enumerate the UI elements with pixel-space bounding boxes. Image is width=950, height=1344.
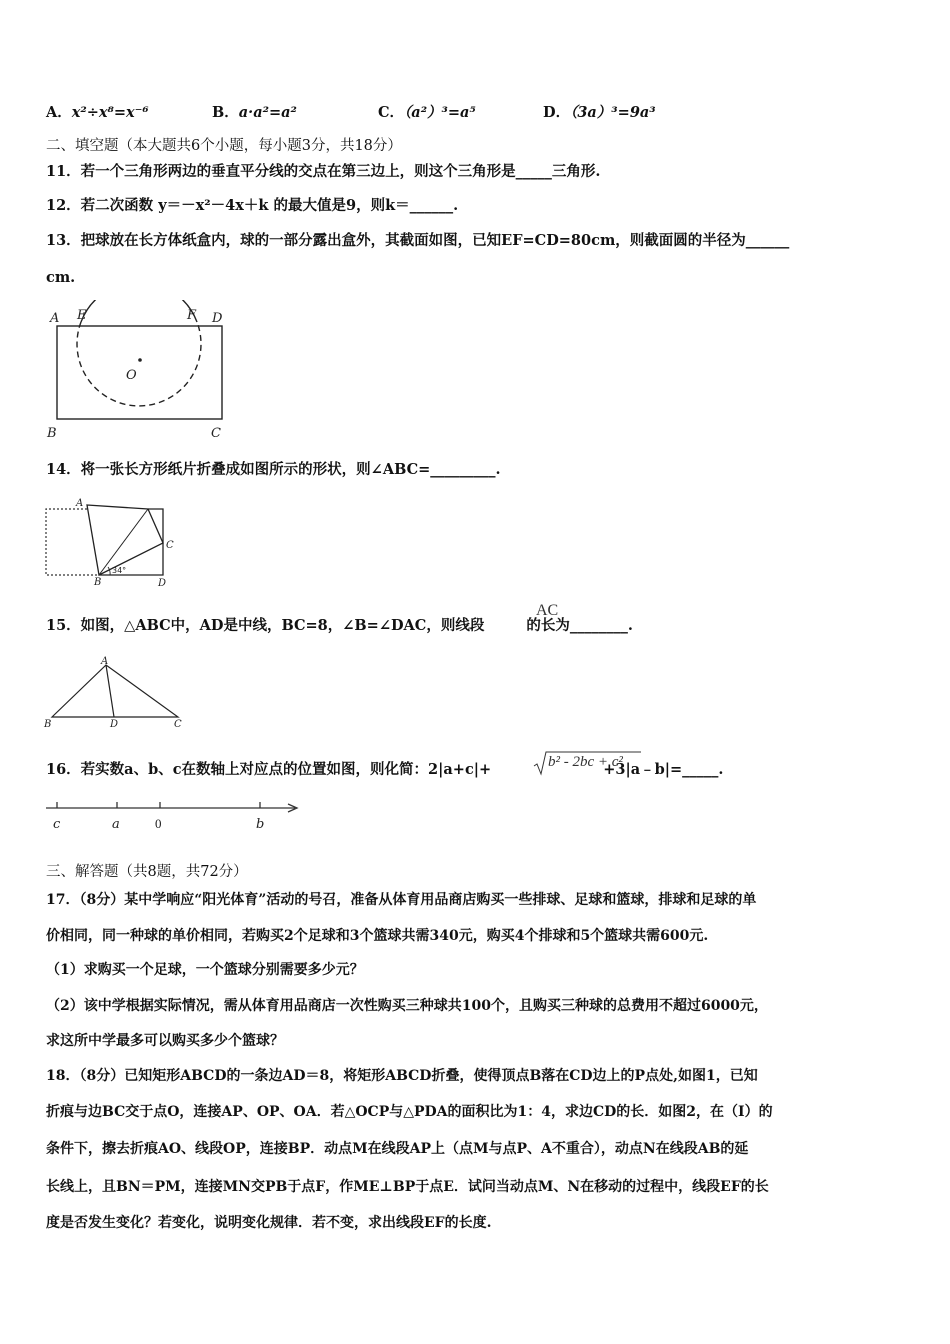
- label-b: B: [47, 426, 57, 441]
- option-key: B．: [212, 104, 239, 121]
- box-rectangle: [57, 326, 222, 419]
- section2-heading: 二、填空题（本大题共6个小题，每小题3分，共18分）: [46, 138, 402, 154]
- circle-arc-dashed: [77, 322, 201, 406]
- q15-suffix: 的长为________.: [526, 617, 633, 634]
- option-expr: a·a²=a²: [238, 104, 297, 121]
- label-b: B: [44, 719, 52, 730]
- label-c: c: [53, 817, 61, 832]
- option-expr: x²÷x⁸=x⁻⁶: [71, 104, 149, 121]
- radicand: b² - 2bc + c²: [548, 754, 623, 770]
- median-ad: [106, 665, 114, 717]
- unfolded-outline-dashed: [46, 509, 99, 575]
- label-d: D: [212, 311, 223, 326]
- label-c: C: [211, 426, 221, 441]
- option-expr: （a²）³=a⁵: [404, 104, 476, 121]
- question-17-part2-cont: 求这所中学最多可以购买多少个篮球？: [46, 1033, 284, 1049]
- question-12: 12．若二次函数 y＝－x²－4x＋k 的最大值是9，则k＝______.: [46, 197, 459, 214]
- figure-16-number-line: [40, 795, 302, 835]
- label-o: O: [126, 368, 137, 383]
- label-a: A: [50, 311, 60, 326]
- question-13-line1: 13．把球放在长方体纸盒内，球的一部分露出盒外，其截面如图，已知EF=CD=80cm，则截面圆的半径为______: [46, 232, 790, 249]
- figure-15-triangle: [40, 655, 190, 730]
- question-17-part2: （2）该中学根据实际情况，需从体育用品商店一次性购买三种球共100个，且购买三种球的总费用不超过6000元，: [46, 998, 768, 1014]
- label-c: C: [166, 540, 174, 551]
- option-key: A．: [46, 104, 72, 121]
- triangle-abc: [52, 665, 178, 717]
- q10-option-a: [46, 101, 149, 122]
- q10-option-c: [378, 101, 476, 122]
- question-18-line4: 长线上，且BN＝PM，连接MN交PB于点F，作ME⊥BP于点E．试问当动点M、N在移动的过程中，线段EF的长: [46, 1179, 769, 1195]
- q16-suffix: +3|a﹣b|=_____.: [603, 761, 724, 778]
- label-a: a: [112, 817, 120, 832]
- q15-ac-segment: AC: [536, 602, 559, 619]
- paper-outline: [99, 509, 163, 575]
- option-key: C．: [378, 104, 405, 121]
- question-13-line2: cm.: [46, 269, 76, 286]
- question-17-line1: 17．（8分）某中学响应“阳光体育”活动的号召，准备从体育用品商店购买一些排球、足球和篮球，排球和足球的单: [46, 892, 757, 908]
- section3-heading: 三、解答题（共8题，共72分）: [46, 864, 248, 880]
- option-key: D．: [543, 104, 571, 121]
- question-18-line2: 折痕与边BC交于点O，连接AP、OP、OA．若△OCP与△PDA的面积比为1：4，求边CD的长．如图2，在（Ⅰ）的: [46, 1104, 773, 1120]
- question-18-line3: 条件下，擦去折痕AO、线段OP，连接BP．动点M在线段AP上（点M与点P、A不重合），动点N在线段AB的延: [46, 1141, 749, 1157]
- q16-prefix: 16．若实数a、b、c在数轴上对应点的位置如图，则化简：2|a+c|+: [46, 761, 492, 778]
- question-17-part1: （1）求购买一个足球，一个篮球分别需要多少元？: [46, 962, 364, 978]
- question-14: 14．将一张长方形纸片折叠成如图所示的形状，则∠ABC=_________.: [46, 461, 501, 478]
- label-b: b: [256, 817, 265, 832]
- angle-value: 34°: [112, 566, 127, 575]
- question-18-line1: 18．（8分）已知矩形ABCD的一条边AD＝8，将矩形ABCD折叠，使得顶点B落在CD边上的P点处,如图1，已知: [46, 1068, 758, 1084]
- q10-option-b: [212, 101, 297, 122]
- figure-13-ball-in-box: [44, 300, 244, 445]
- label-zero: 0: [155, 816, 162, 831]
- option-expr: （3a）³=9a³: [570, 104, 656, 121]
- q10-option-d: [543, 101, 656, 122]
- label-e: E: [77, 308, 87, 323]
- label-b: B: [94, 577, 102, 588]
- label-a: A: [76, 498, 84, 509]
- label-d: D: [158, 578, 167, 589]
- q15-prefix: 15．如图，△ABC中，AD是中线，BC=8，∠B=∠DAC，则线段: [46, 617, 485, 634]
- circle-arc-solid: [81, 300, 197, 322]
- label-d: D: [110, 719, 119, 730]
- label-c: C: [174, 719, 182, 730]
- center-point: [138, 358, 142, 362]
- question-11: 11．若一个三角形两边的垂直平分线的交点在第三边上，则这个三角形是_____三角形.: [46, 163, 601, 180]
- label-a: A: [101, 656, 109, 667]
- question-17-line2: 价相同，同一种球的单价相同，若购买2个足球和3个篮球共需340元，购买4个排球和5个篮球共需600元.: [46, 928, 709, 944]
- figure-14-folded-paper: [40, 495, 190, 590]
- label-f: F: [187, 308, 197, 323]
- question-18-line5: 度是否发生变化？若变化，说明变化规律．若不变，求出线段EF的长度.: [46, 1215, 492, 1231]
